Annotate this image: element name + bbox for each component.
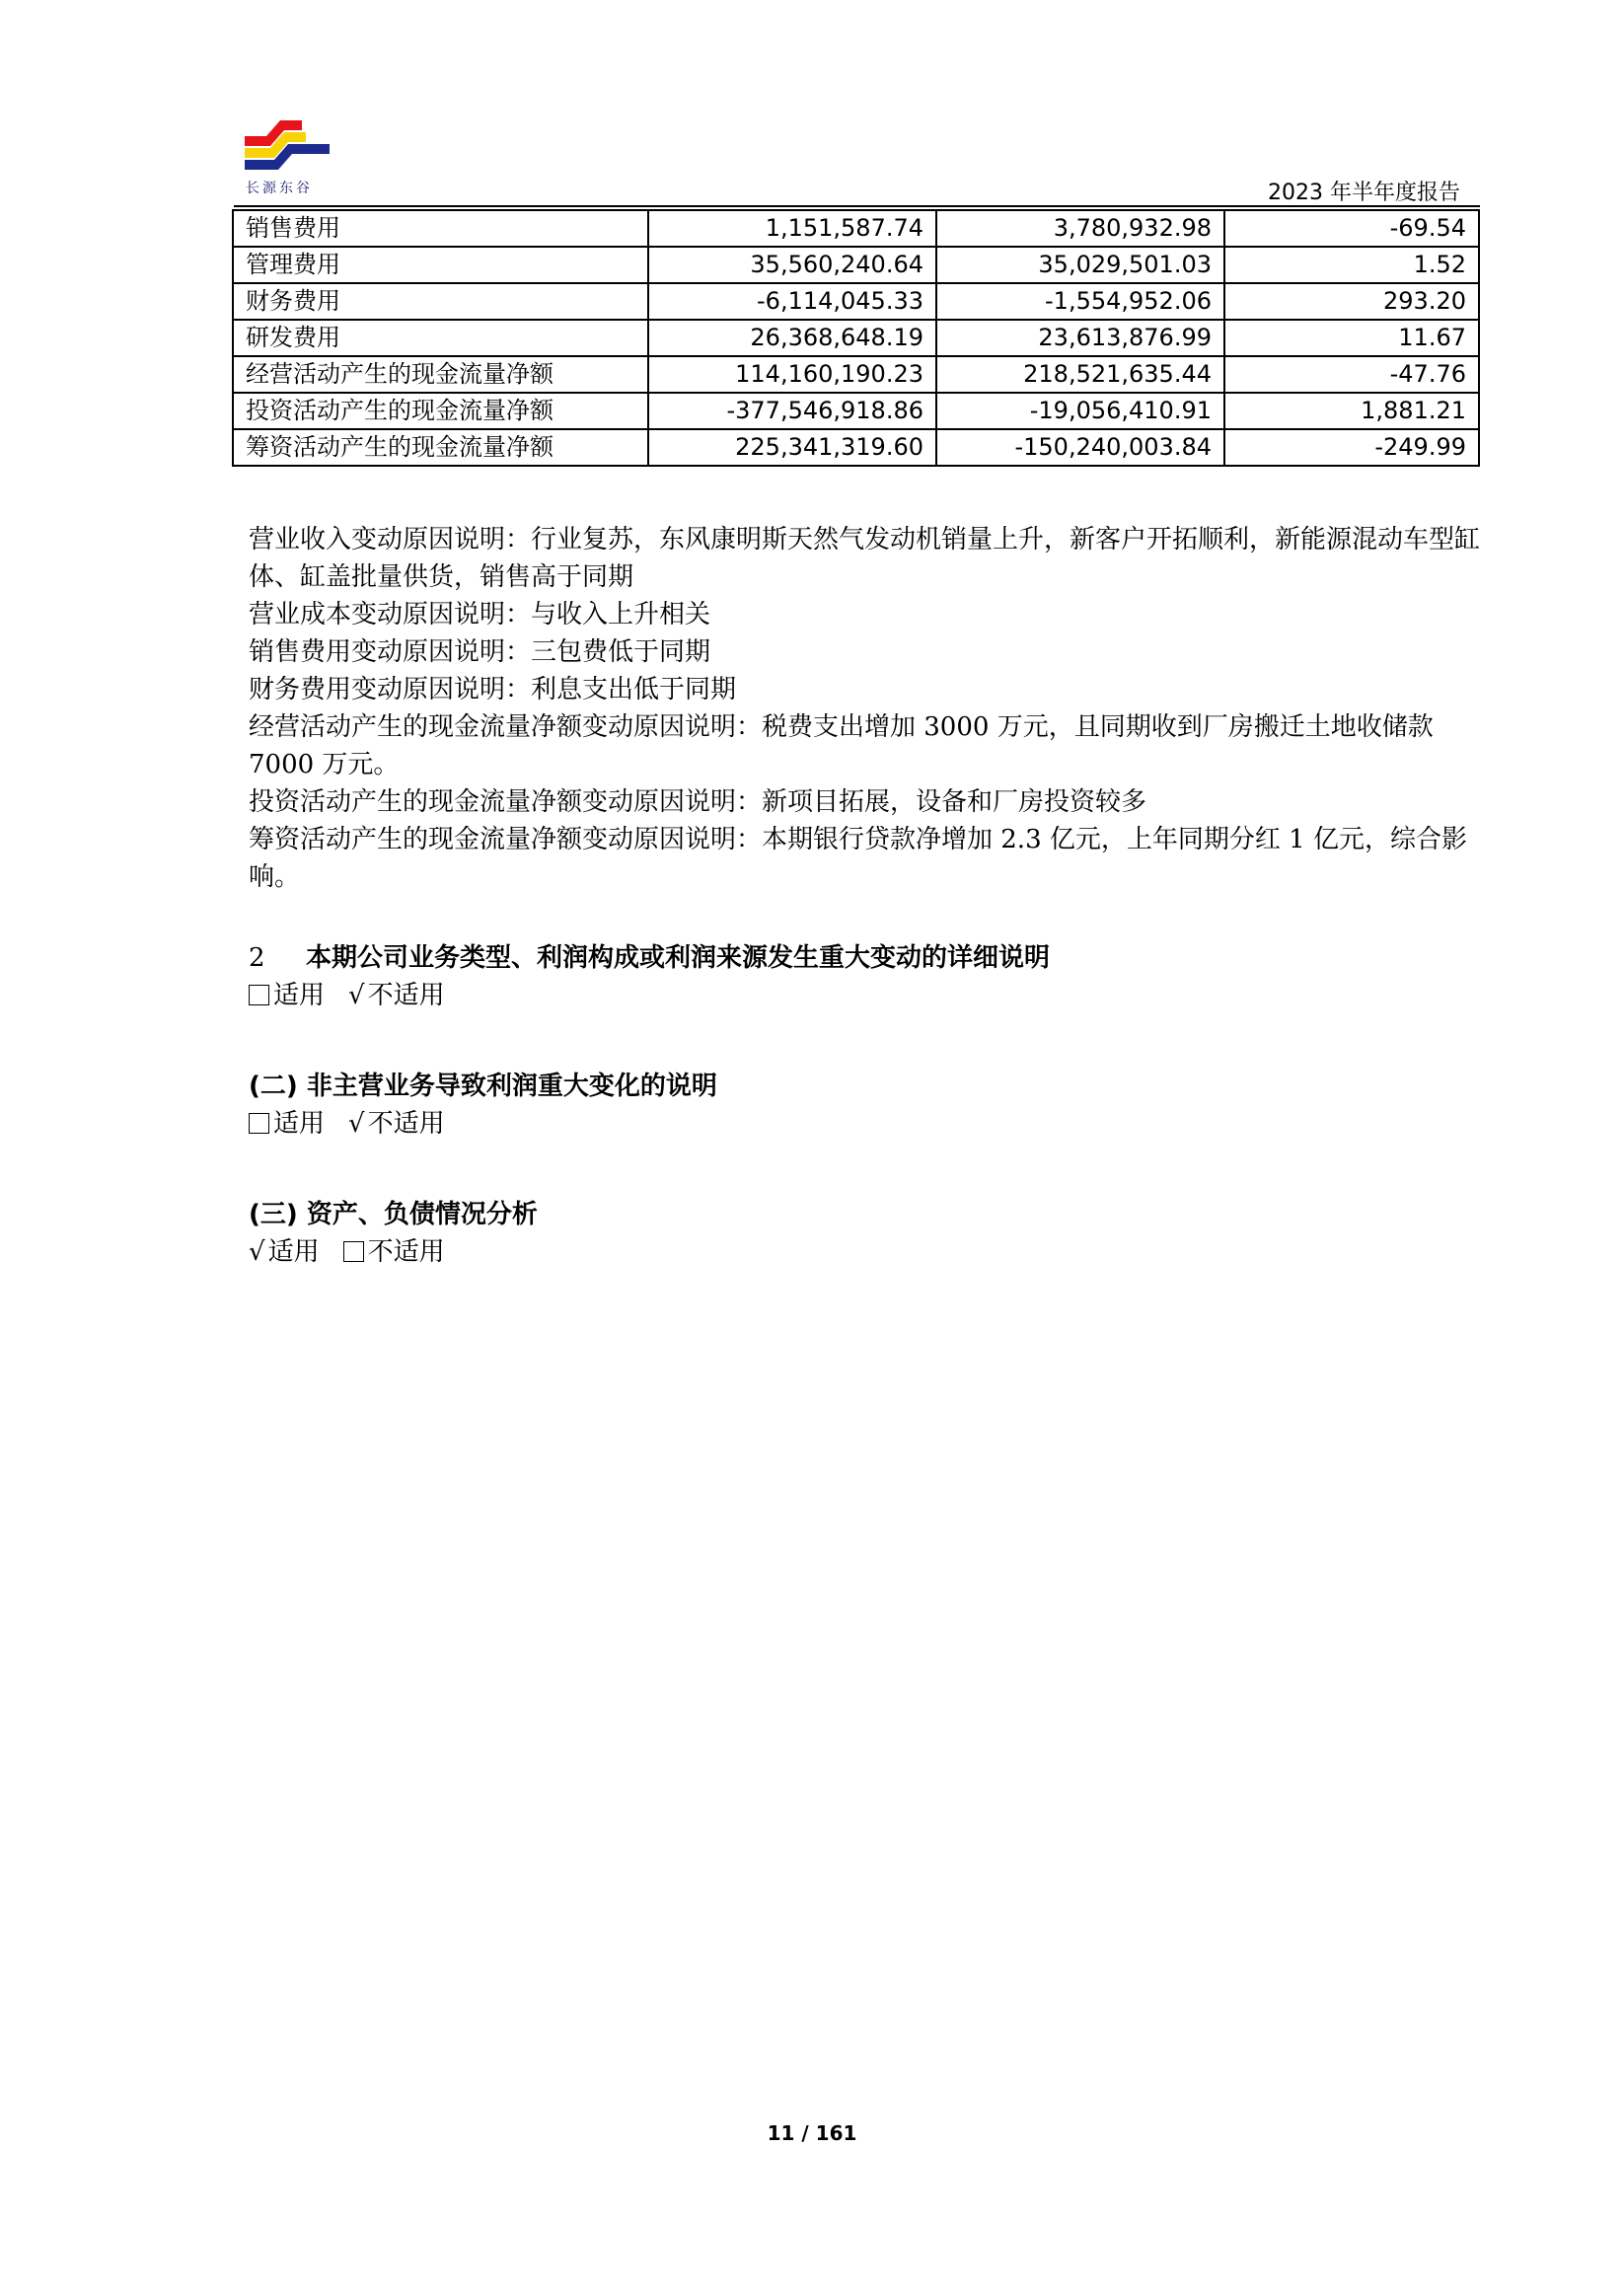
table-row — [233, 283, 1479, 320]
row-label: 筹资活动产生的现金流量净额 — [233, 429, 648, 466]
report-title: 2023 年半年度报告 — [1268, 181, 1460, 205]
change-percent: 293.20 — [1224, 283, 1479, 320]
option-applicable — [249, 1237, 320, 1267]
current-period-value: -377,546,918.86 — [648, 393, 936, 429]
logo-text: 长源东谷 — [246, 181, 313, 196]
table-row — [233, 393, 1479, 429]
row-label: 研发费用 — [233, 320, 648, 356]
note-paragraph: 营业收入变动原因说明：行业复苏，东风康明斯天然气发动机销量上升，新客户开拓顺利，新能源混动车型缸体、缸盖批量供货，销售高于同期 — [249, 525, 1481, 592]
option-not-applicable — [343, 1237, 445, 1267]
header-divider — [234, 205, 1480, 207]
table-row — [233, 356, 1479, 393]
section-title: 本期公司业务类型、利润构成或利润来源发生重大变动的详细说明 — [306, 943, 1051, 973]
table-row — [233, 429, 1479, 466]
prior-period-value: 218,521,635.44 — [936, 356, 1224, 393]
change-explanations — [249, 521, 1480, 896]
checkbox-empty — [249, 985, 269, 1005]
current-period-value: 35,560,240.64 — [648, 247, 936, 283]
row-label: 财务费用 — [233, 283, 648, 320]
note-paragraph: 经营活动产生的现金流量净额变动原因说明：税费支出增加 3000 万元，且同期收到厂房搬迁土地收储款 7000 万元。 — [249, 712, 1434, 779]
prior-period-value: 23,613,876.99 — [936, 320, 1224, 356]
section-title: (三) 资产、负债情况分析 — [249, 1200, 538, 1229]
note-paragraph: 销售费用变动原因说明：三包费低于同期 — [249, 637, 711, 667]
change-percent: -69.54 — [1224, 210, 1479, 247]
note-paragraph: 投资活动产生的现金流量净额变动原因说明：新项目拓展，设备和厂房投资较多 — [249, 787, 1147, 817]
page-number: 11 / 161 — [767, 2121, 857, 2145]
option-label: 适用 — [267, 1237, 320, 1267]
note-paragraph: 财务费用变动原因说明：利息支出低于同期 — [249, 675, 737, 704]
current-period-value: 225,341,319.60 — [648, 429, 936, 466]
change-percent: 1,881.21 — [1224, 393, 1479, 429]
option-applicable — [249, 1109, 325, 1139]
option-not-applicable — [348, 981, 445, 1010]
option-applicable — [249, 981, 325, 1010]
checkbox-empty — [249, 1113, 269, 1134]
note-paragraph: 筹资活动产生的现金流量净额变动原因说明：本期银行贷款净增加 2.3 亿元，上年同期分红 1 亿元，综合影响。 — [249, 825, 1467, 892]
current-period-value: -6,114,045.33 — [648, 283, 936, 320]
section-business-change — [249, 939, 1050, 1014]
option-not-applicable — [348, 1109, 445, 1139]
row-label: 投资活动产生的现金流量净额 — [233, 393, 648, 429]
section-non-core-business — [249, 1068, 717, 1143]
option-label: 不适用 — [367, 981, 445, 1010]
financial-table — [232, 209, 1480, 467]
section-title: (二) 非主营业务导致利润重大变化的说明 — [249, 1072, 717, 1101]
current-period-value: 114,160,190.23 — [648, 356, 936, 393]
change-percent: -47.76 — [1224, 356, 1479, 393]
option-label: 适用 — [273, 1109, 326, 1139]
current-period-value: 1,151,587.74 — [648, 210, 936, 247]
change-percent: 11.67 — [1224, 320, 1479, 356]
option-label: 不适用 — [367, 1237, 445, 1267]
table-row — [233, 247, 1479, 283]
checkbox-empty — [343, 1241, 364, 1262]
row-label: 销售费用 — [233, 210, 648, 247]
applicability-options — [249, 977, 1050, 1014]
row-label: 管理费用 — [233, 247, 648, 283]
change-percent: -249.99 — [1224, 429, 1479, 466]
applicability-options — [249, 1233, 538, 1271]
check-mark-icon: √ — [249, 1237, 265, 1267]
note-paragraph: 营业成本变动原因说明：与收入上升相关 — [249, 600, 711, 630]
table-row — [233, 320, 1479, 356]
prior-period-value: 35,029,501.03 — [936, 247, 1224, 283]
table-row — [233, 210, 1479, 247]
option-label: 适用 — [273, 981, 326, 1010]
prior-period-value: 3,780,932.98 — [936, 210, 1224, 247]
section-heading — [249, 939, 1050, 977]
prior-period-value: -150,240,003.84 — [936, 429, 1224, 466]
applicability-options — [249, 1105, 717, 1143]
section-assets-liabilities — [249, 1196, 538, 1271]
current-period-value: 26,368,648.19 — [648, 320, 936, 356]
prior-period-value: -1,554,952.06 — [936, 283, 1224, 320]
section-number: 2 — [249, 943, 265, 973]
check-mark-icon: √ — [348, 981, 365, 1010]
row-label: 经营活动产生的现金流量净额 — [233, 356, 648, 393]
prior-period-value: -19,056,410.91 — [936, 393, 1224, 429]
check-mark-icon: √ — [348, 1109, 365, 1139]
change-percent: 1.52 — [1224, 247, 1479, 283]
option-label: 不适用 — [367, 1109, 445, 1139]
